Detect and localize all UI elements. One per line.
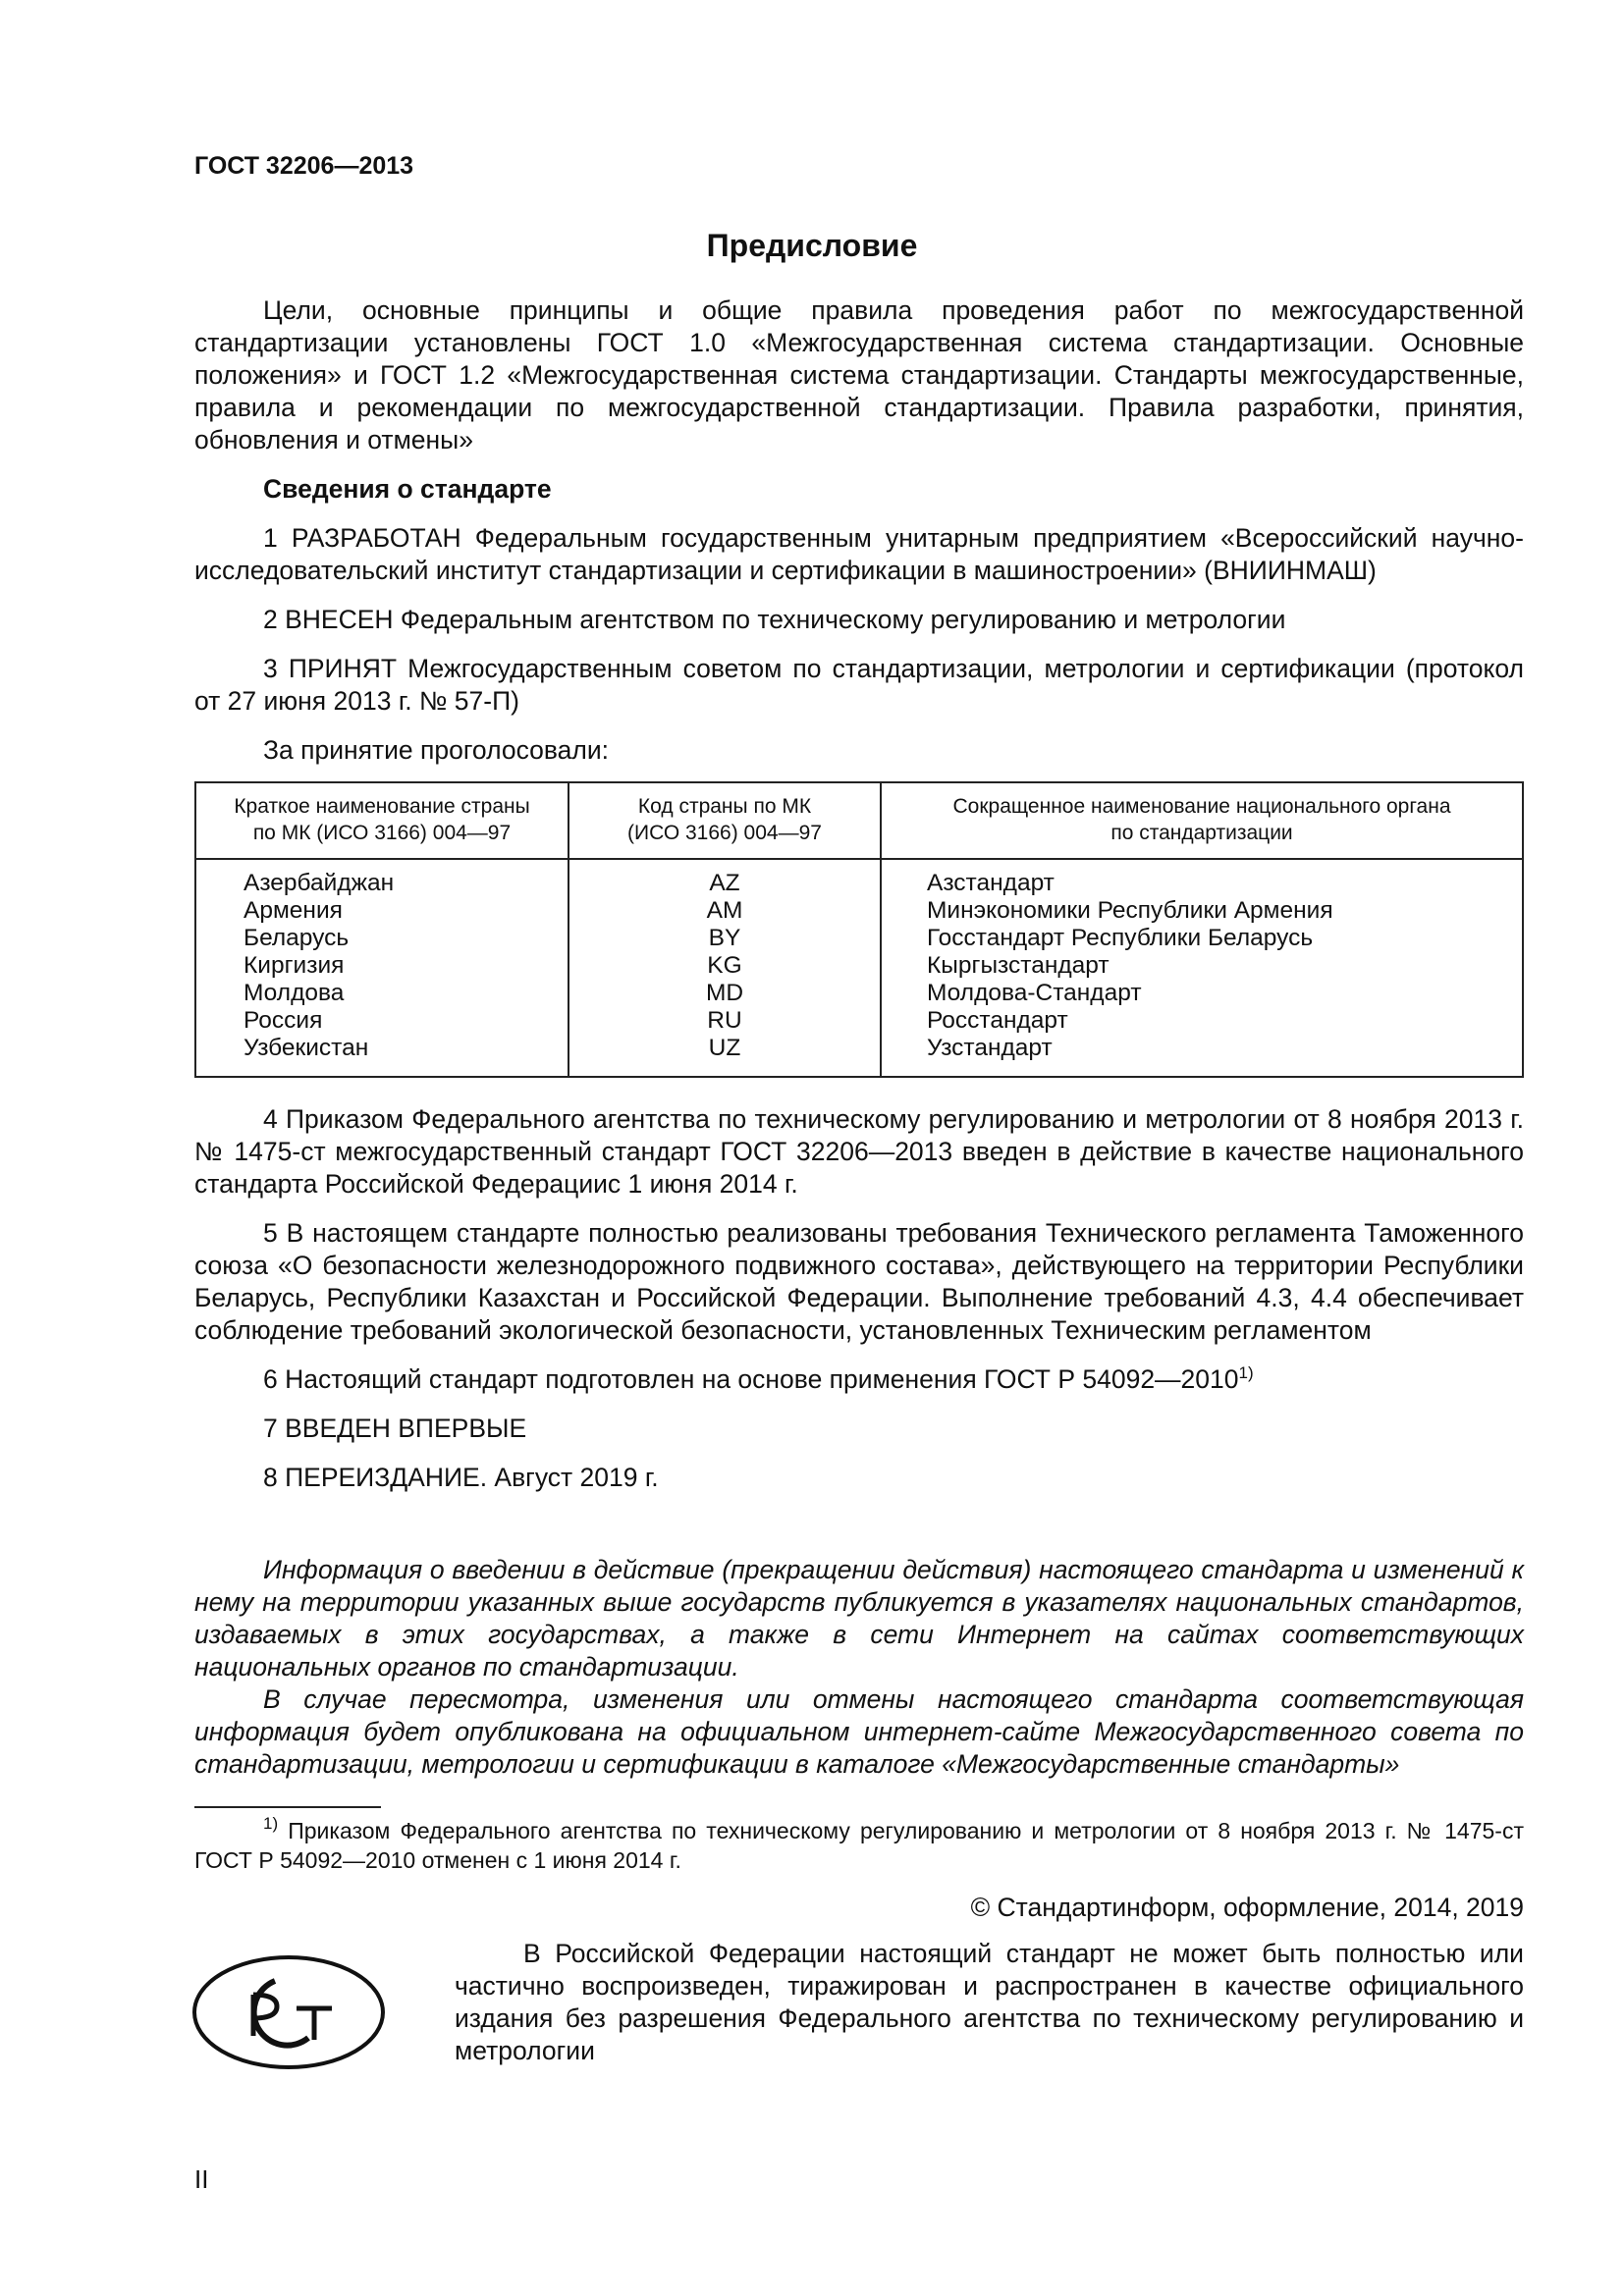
info-heading: Сведения о стандарте	[263, 474, 552, 504]
italic-note-1: Информация о введении в действие (прекращении действия) настоящего стандарта и изменений к нему на территории указанных выше государств публикуется в указателях национальных стандартов, издаваемых в этих государствах, а также в сети Интернет на сайтах соответствующих национальных органов по стандартизации.	[194, 1555, 1524, 1682]
bottom-block	[194, 1938, 1524, 2085]
table-row	[195, 925, 1523, 952]
item-8: 8 ПЕРЕИЗДАНИЕ. Август 2019 г.	[263, 1463, 659, 1492]
code-cell: AZ	[568, 859, 881, 897]
body-cell: Минэкономики Республики Армения	[881, 897, 1523, 925]
table-row	[195, 952, 1523, 980]
item-5: 5 В настоящем стандарте полностью реализованы требования Технического регламента Таможенного союза «О безопасности железнодорожного подвижного состава», действующего на территории Республики Беларусь, Республики Казахстан и Российской Федерации. Выполнение требований 4.3, 4.4 обеспечивает соблюдение требований экологической безопасности, установленных Техническим регламентом	[194, 1218, 1524, 1345]
item-4: 4 Приказом Федерального агентства по техническому регулированию и метрологии от 8 ноября 2013 г. № 1475-ст межгосударственный стандарт ГОСТ 32206—2013 введен в действие в качестве национального стандарта Российской Федерациис 1 июня 2014 г.	[194, 1104, 1524, 1199]
country-cell: Киргизия	[195, 952, 568, 980]
header-national-body: Сокращенное наименование национального органа по стандартизации	[881, 782, 1523, 859]
body-cell: Госстандарт Республики Беларусь	[881, 925, 1523, 952]
country-cell: Россия	[195, 1007, 568, 1035]
gost-r-certification-mark-icon	[190, 1953, 387, 2079]
table-row	[195, 859, 1523, 897]
body-cell: Азстандарт	[881, 859, 1523, 897]
code-cell: RU	[568, 1007, 881, 1035]
body-cell: Молдова-Стандарт	[881, 980, 1523, 1007]
intro-paragraph: Цели, основные принципы и общие правила проведения работ по межгосударственной стандартизации установлены ГОСТ 1.0 «Межгосударственная система стандартизации. Основные положения» и ГОСТ 1.2 «Межгосударственная система стандартизации. Стандарты межгосударственные, правила и рекомендации по межгосударственной стандартизации. Правила разработки, принятия, обновления и отмены»	[194, 295, 1524, 454]
footnote-ref: 1)	[1238, 1363, 1254, 1382]
body-cell: Кыргызстандарт	[881, 952, 1523, 980]
code-cell: AM	[568, 897, 881, 925]
country-cell: Армения	[195, 897, 568, 925]
voting-table	[194, 781, 1524, 1078]
country-cell: Узбекистан	[195, 1035, 568, 1077]
body-cell: Узстандарт	[881, 1035, 1523, 1077]
table-row	[195, 980, 1523, 1007]
item-1: 1 РАЗРАБОТАН Федеральным государственным унитарным предприятием «Всероссийский научно-исследовательский институт стандартизации и сертификации в машиностроении» (ВНИИНМАШ)	[194, 523, 1524, 585]
vote-intro: За принятие проголосовали:	[263, 735, 610, 765]
document-id: ГОСТ 32206—2013	[194, 152, 414, 180]
code-cell: UZ	[568, 1035, 881, 1077]
table-header-row	[195, 782, 1523, 859]
italic-note-2: В случае пересмотра, изменения или отмены настоящего стандарта соответствующая информация будет опубликована на официальном интернет-сайте Межгосударственного совета по стандартизации, метрологии и сертификации в каталоге «Межгосударственные стандарты»	[194, 1684, 1524, 1779]
country-cell: Беларусь	[195, 925, 568, 952]
copyright-line: © Стандартинформ, оформление, 2014, 2019	[970, 1893, 1524, 1922]
item-6: 6 Настоящий стандарт подготовлен на основе применения ГОСТ Р 54092—2010$^{1)}$	[263, 1363, 1254, 1394]
code-cell: KG	[568, 952, 881, 980]
body-cell: Росстандарт	[881, 1007, 1523, 1035]
country-cell: Молдова	[195, 980, 568, 1007]
page-title: Предисловие	[706, 228, 918, 263]
table-row	[195, 897, 1523, 925]
footnote: $^{1)}$ Приказом Федерального агентства по техническому регулированию и метрологии от 8 ноября 2013 г. № 1475-ст ГОСТ Р 54092—2010 отменен с 1 июня 2014 г.	[194, 1814, 1524, 1873]
country-cell: Азербайджан	[195, 859, 568, 897]
table-row	[195, 1035, 1523, 1077]
code-cell: MD	[568, 980, 881, 1007]
item-7: 7 ВВЕДЕН ВПЕРВЫЕ	[263, 1414, 527, 1443]
item-3: 3 ПРИНЯТ Межгосударственным советом по стандартизации, метрологии и сертификации (протокол от 27 июня 2013 г. № 57-П)	[194, 654, 1524, 716]
footnote-mark: 1)	[263, 1814, 279, 1833]
item-2: 2 ВНЕСЕН Федеральным агентством по техническому регулированию и метрологии	[263, 605, 1286, 634]
document-body	[194, 294, 1524, 2085]
header-country-name: Краткое наименование страны по МК (ИСО 3166) 004—97	[195, 782, 568, 859]
reproduction-notice: В Российской Федерации настоящий стандарт не может быть полностью или частично воспроизведен, тиражирован и распространен в качестве официального издания без разрешения Федерального агентства по техническому регулированию и метрологии	[455, 1939, 1524, 2065]
header-country-code: Код страны по МК (ИСО 3166) 004—97	[568, 782, 881, 859]
footnote-divider	[194, 1806, 381, 1808]
table-row	[195, 1007, 1523, 1035]
page-number: II	[194, 2164, 209, 2194]
code-cell: BY	[568, 925, 881, 952]
